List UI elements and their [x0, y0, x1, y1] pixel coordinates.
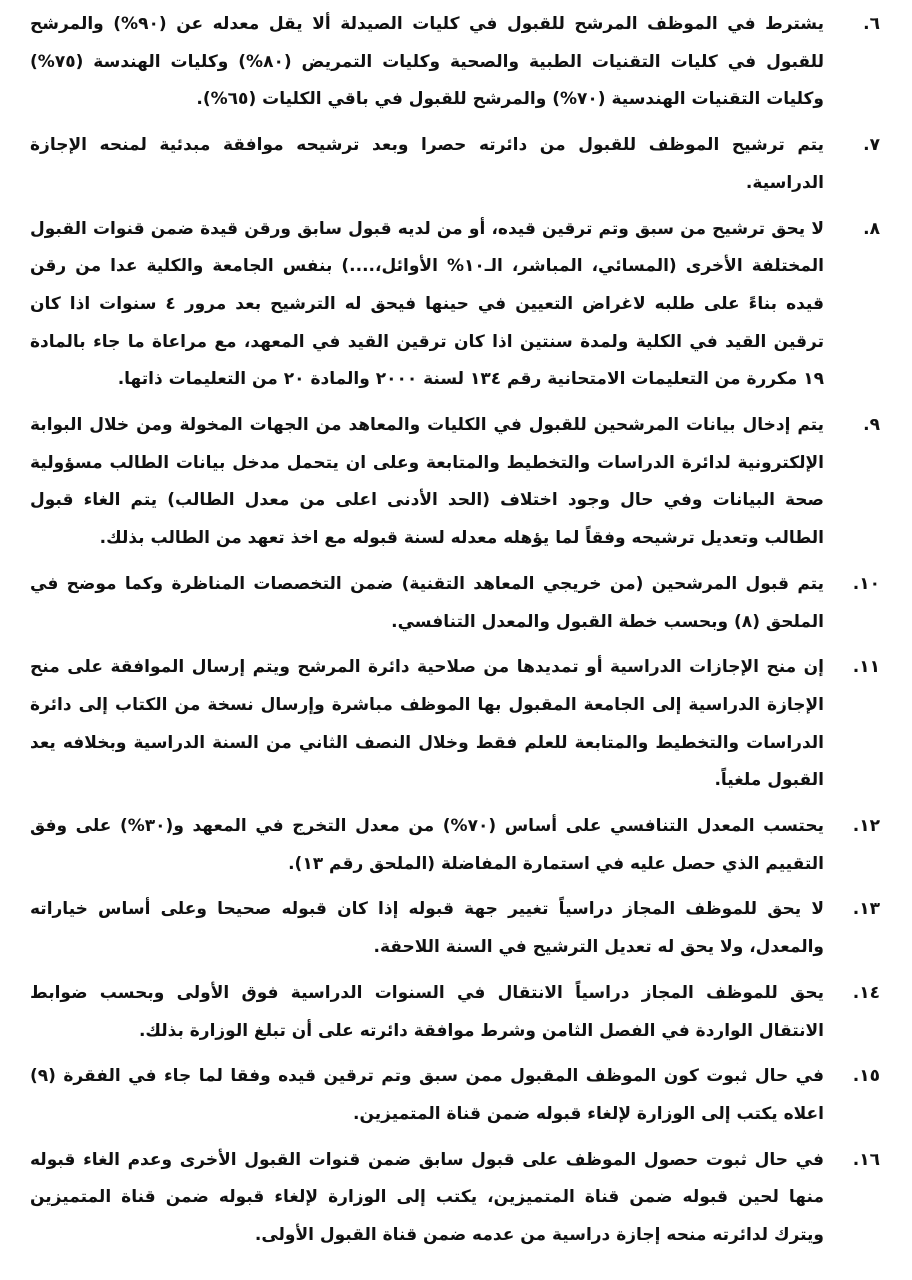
clause-text: يشترط في الموظف المرشح للقبول في كليات الصيدلة ألا يقل معدله عن (٩٠%) والمرشح للقبول في كليات التقنيات الطبية والصحية وكليات التمريض (٨٠%) وكليات الهندسة (٧٥%) وكليات التقنيات الهندسية (٧٠%) والمرشح للقبول في باقي الكليات (٦٥%). — [30, 14, 824, 110]
clause-text: في حال ثبوت حصول الموظف على قبول سابق ضمن قنوات القبول الأخرى وعدم الغاء قبوله منها لحين قبوله ضمن قناة المتميزين، يكتب إلى الوزارة لإلغاء قبوله ضمن قناة المتميزين ويترك لدائرته منحه إجازة دراسية من عدمه ضمن قناة القبول الأولى. — [30, 1149, 824, 1246]
clause-text: لا يحق للموظف المجاز دراسياً تغيير جهة قبوله إذا كان قبوله صحيحا وعلى أساس خياراته والمعدل، ولا يحق له تعديل الترشيح في السنة اللاحقة. — [30, 899, 824, 958]
clause-9 — [30, 407, 882, 558]
clause-text: يحتسب المعدل التنافسي على أساس (٧٠%) من معدل التخرج في المعهد و(٣٠%) على وفق التقييم الذي حصل عليه في استمارة المفاضلة (الملحق رقم ١٣). — [30, 816, 824, 874]
clause-number: ٨. — [863, 218, 880, 239]
clause-number: ١٣. — [852, 899, 880, 920]
clause-text: إن منح الإجازات الدراسية أو تمديدها من صلاحية دائرة المرشح ويتم إرسال الموافقة على منح الإجازة الدراسية إلى الجامعة المقبول بها الموظف مباشرة وإرسال نسخة من الكتاب إلى دائرة الدراسات والتخطيط والمتابعة للعلم فقط وخلال النصف الثاني من السنة الدراسية وبخلافه يعد القبول ملغياً. — [30, 657, 824, 791]
clause-13 — [30, 891, 882, 966]
document-page — [30, 6, 882, 1263]
clause-number: ١٠. — [852, 573, 880, 594]
clause-number: ١١. — [852, 657, 880, 678]
clause-6 — [30, 6, 882, 119]
clause-number: ١٤. — [852, 982, 880, 1003]
clause-text: يتم إدخال بيانات المرشحين للقبول في الكليات والمعاهد من الجهات المخولة ومن خلال البوابة الإلكترونية لدائرة الدراسات والتخطيط والمتابعة وعلى ان يتحمل مدخل بيانات الطالب مسؤولية صحة البيانات وفي حال وجود اختلاف (الحد الأدنى اعلى من معدل الطالب) يتم الغاء قبول الطالب وتعديل ترشيحه وفقاً لما يؤهله معدله لسنة قبوله مع اخذ تعهد من الطالب بذلك. — [30, 415, 824, 549]
clause-10 — [30, 566, 882, 641]
clause-text: في حال ثبوت كون الموظف المقبول ممن سبق وتم ترقين قيده وفقا لما جاء في الفقرة (٩) اعلاه يكتب إلى الوزارة لإلغاء قبوله ضمن قناة المتميزين. — [30, 1066, 824, 1124]
clause-number: ١٦. — [852, 1149, 880, 1170]
clause-8 — [30, 211, 882, 400]
clause-number: ٦. — [863, 14, 880, 34]
clause-15 — [30, 1058, 882, 1133]
clause-14 — [30, 975, 882, 1050]
clause-number: ٩. — [863, 415, 880, 436]
clause-number: ٧. — [863, 135, 880, 156]
clause-number: ١٢. — [852, 816, 880, 837]
clause-text: يتم ترشيح الموظف للقبول من دائرته حصرا وبعد ترشيحه موافقة مبدئية لمنحه الإجازة الدراسية. — [30, 135, 824, 193]
clause-12 — [30, 808, 882, 883]
clause-text: لا يحق ترشيح من سبق وتم ترقين قيده، أو من لديه قبول سابق ورقن قيدة ضمن قنوات القبول المختلفة الأخرى (المسائي، المباشر، الـ١٠% الأوائل،....) بنفس الجامعة والكلية عدا من رقن قيده بناءً على طلبه لاغراض التعيين في حينها فيحق له الترشيح بعد مرور ٤ سنوات اذا كان ترقين القيد في الكلية ولمدة سنتين اذا كان ترقين القيد في المعهد، مع مراعاة ما جاء بالمادة ١٩ مكررة من التعليمات الامتحانية رقم ١٣٤ لسنة ٢٠٠٠ والمادة ٢٠ من التعليمات ذاتها. — [30, 218, 824, 390]
clause-7 — [30, 127, 882, 202]
clause-number: ١٥. — [852, 1066, 880, 1087]
clause-11 — [30, 649, 882, 800]
clause-text: يحق للموظف المجاز دراسياً الانتقال في السنوات الدراسية فوق الأولى وبحسب ضوابط الانتقال الواردة في الفصل الثامن وشرط موافقة دائرته على أن تبلغ الوزارة بذلك. — [30, 982, 824, 1041]
clause-text: يتم قبول المرشحين (من خريجي المعاهد التقنية) ضمن التخصصات المناظرة وكما موضح في الملحق (٨) وبحسب خطة القبول والمعدل التنافسي. — [30, 573, 824, 632]
clause-16 — [30, 1142, 882, 1255]
